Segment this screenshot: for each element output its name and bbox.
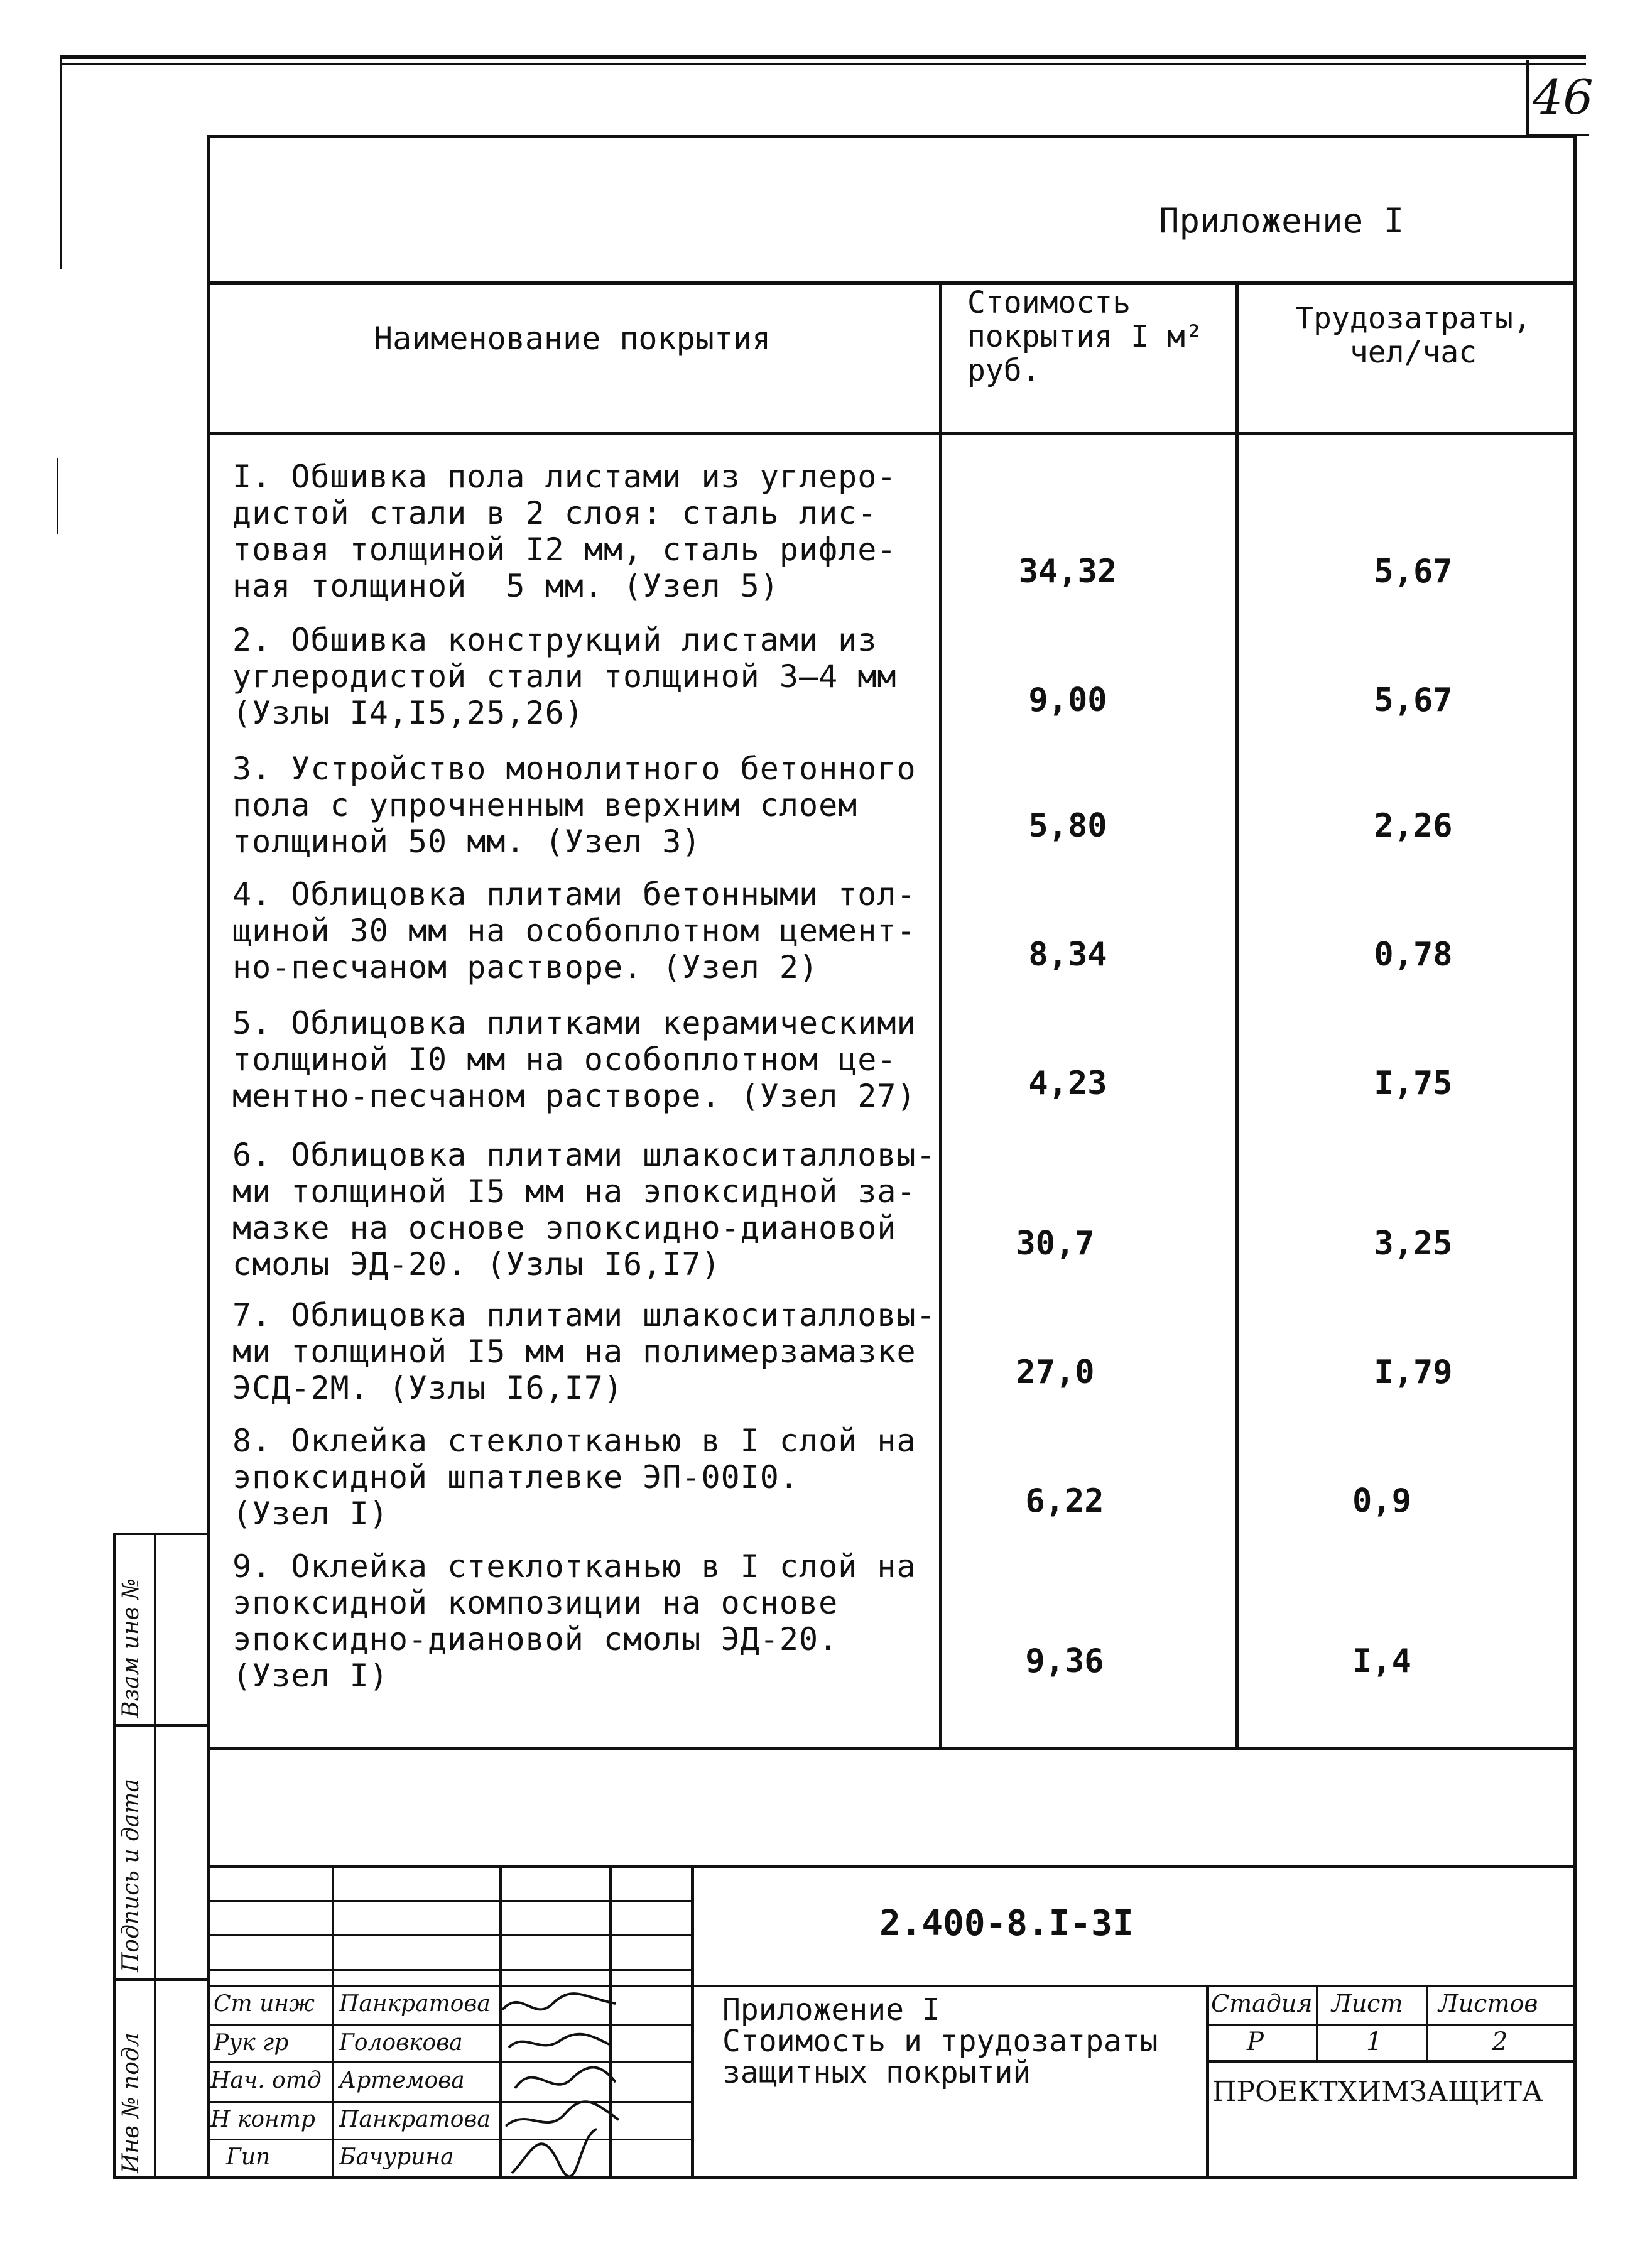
appendix-label: Приложение I: [1159, 201, 1404, 241]
title-block-row-a: [207, 1900, 691, 1902]
signatory-role: Ст инж: [214, 1991, 315, 2017]
top-frame-line: [60, 55, 1586, 59]
row-2-labor: 5,67: [1374, 681, 1453, 719]
header-cost: Стоимость покрытия I м² руб.: [967, 285, 1203, 388]
row-8-labor: 0,9: [1352, 1482, 1411, 1520]
row-5-cost: 4,23: [1028, 1065, 1107, 1102]
row-9-labor: I,4: [1352, 1642, 1411, 1680]
header-labor: Трудозатраты, чел/час: [1295, 301, 1531, 370]
main-frame-right: [1573, 135, 1577, 2179]
signatory-name: Панкратова: [339, 2107, 491, 2132]
main-frame-left: [207, 135, 210, 2179]
side-stamp-replaces: Взам инв №: [118, 1578, 144, 1718]
main-frame-top: [207, 135, 1577, 138]
side-stamp-inv-orig: Инв № подл: [118, 2032, 144, 2173]
signatory-name: Бачурина: [339, 2144, 454, 2170]
top-frame-line-2: [60, 63, 1586, 65]
row-6-name: 6. Облицовка плитами шлакоситалловы- ми толщиной I5 мм на эпоксидной за- мазке на основе эпоксидно-диановой смолы ЭД-20. (Узлы I6,I7): [232, 1137, 936, 1283]
row-7-labor: I,79: [1374, 1354, 1453, 1391]
title-block-col-5: [1206, 1985, 1209, 2179]
table-top-line: [207, 281, 1577, 285]
side-stamp-div-2: [113, 1978, 207, 1981]
title-block-top: [207, 1865, 1577, 1868]
stage-label: Стадия: [1211, 1990, 1313, 2017]
title-block-row-b: [207, 1934, 691, 1936]
title-block-col-4: [691, 1865, 694, 2179]
signatory-name: Головкова: [339, 2030, 463, 2056]
side-stamp-top: [113, 1533, 207, 1535]
title-block-stage-row-1: [1206, 2024, 1577, 2026]
organization: ПРОЕКТХИМЗАЩИТА: [1212, 2076, 1543, 2108]
row-6-cost: 30,7: [1016, 1225, 1095, 1262]
signatory-role: Гип: [226, 2144, 271, 2170]
row-6-labor: 3,25: [1374, 1225, 1453, 1262]
row-4-name: 4. Облицовка плитами бетонными тол- щиной 30 мм на особоплотном цемент- но-песчаном растворе. (Узел 2): [232, 876, 916, 985]
row-8-cost: 6,22: [1025, 1482, 1104, 1520]
signatory-role: Нач. отд: [210, 2068, 322, 2093]
row-3-name: 3. Устройство монолитного бетонного пола с упрочненным верхним слоем толщиной 50 мм. (Узел 3): [232, 751, 916, 860]
left-frame-line: [60, 55, 62, 269]
row-8-name: 8. Оклейка стеклотканью в I слой на эпоксидной шпатлевке ЭП-00I0. (Узел I): [232, 1423, 916, 1532]
row-3-labor: 2,26: [1374, 807, 1453, 845]
signatory-role: Рук гр: [214, 2030, 289, 2056]
document-title: Приложение I Стоимость и трудозатраты защитных покрытий: [722, 1992, 1158, 2090]
sheets-label: Листов: [1438, 1990, 1538, 2017]
row-2-name: 2. Обшивка конструкций листами из углеродистой стали толщиной 3–4 мм (Узлы I4,I5,25,26): [232, 622, 897, 731]
sheet-value: 1: [1366, 2027, 1382, 2056]
side-stamp-sign-date: Подпись и дата: [118, 1779, 144, 1972]
title-block-stage-col-2: [1426, 1985, 1428, 2061]
row-5-labor: I,75: [1374, 1065, 1453, 1102]
page-number-box-left: [1526, 60, 1529, 135]
signatory-name: Панкратова: [339, 1991, 491, 2017]
side-stamp-left: [113, 1533, 116, 2179]
title-block-stage-col-1: [1316, 1985, 1318, 2061]
title-block-row-main: [207, 1985, 1577, 1987]
row-1-cost: 34,32: [1018, 553, 1117, 590]
side-stamp-div-1: [113, 1724, 207, 1727]
row-5-name: 5. Облицовка плитками керамическими толщиной I0 мм на особоплотном це- ментно-песчаном растворе. (Узел 27): [232, 1005, 916, 1114]
title-block-stage-row-2: [1206, 2060, 1577, 2063]
title-block-row-c: [207, 1969, 691, 1971]
row-4-labor: 0,78: [1374, 936, 1453, 974]
row-3-cost: 5,80: [1028, 807, 1107, 845]
row-7-name: 7. Облицовка плитами шлакоситалловы- ми толщиной I5 мм на полимерзамазке ЭСД-2М. (Узлы I6,I7): [232, 1297, 936, 1406]
row-4-cost: 8,34: [1028, 936, 1107, 974]
table-bottom-line: [207, 1747, 1577, 1750]
sheet-label: Лист: [1332, 1990, 1403, 2017]
sheets-value: 2: [1492, 2027, 1508, 2056]
left-frame-mark: [57, 458, 58, 534]
document-code: 2.400-8.I-3I: [879, 1903, 1134, 1944]
row-9-name: 9. Оклейка стеклотканью в I слой на эпоксидной композиции на основе эпоксидно-диановой смолы ЭД-20. (Узел I): [232, 1548, 916, 1694]
signatory-name: Артемова: [339, 2068, 465, 2093]
row-1-name: I. Обшивка пола листами из углеро- дистой стали в 2 слоя: сталь лис- товая толщиной I2 мм, сталь рифле- ная толщиной 5 мм. (Узел 5): [232, 458, 897, 604]
stage-value: Р: [1247, 2027, 1264, 2056]
row-2-cost: 9,00: [1028, 681, 1107, 719]
signatures-drawing: [496, 1985, 622, 2179]
table-col-divider-2: [1235, 281, 1239, 1750]
page-number: 46: [1533, 69, 1594, 125]
row-1-labor: 5,67: [1374, 553, 1453, 590]
row-9-cost: 9,36: [1025, 1642, 1104, 1680]
title-block-col-1: [332, 1865, 334, 2179]
header-name: Наименование покрытия: [374, 320, 771, 357]
row-7-cost: 27,0: [1016, 1354, 1095, 1391]
side-stamp-mid: [154, 1533, 156, 2179]
table-header-bottom-line: [207, 432, 1577, 435]
signatory-role: Н контр: [210, 2107, 315, 2132]
table-col-divider-1: [939, 281, 942, 1750]
